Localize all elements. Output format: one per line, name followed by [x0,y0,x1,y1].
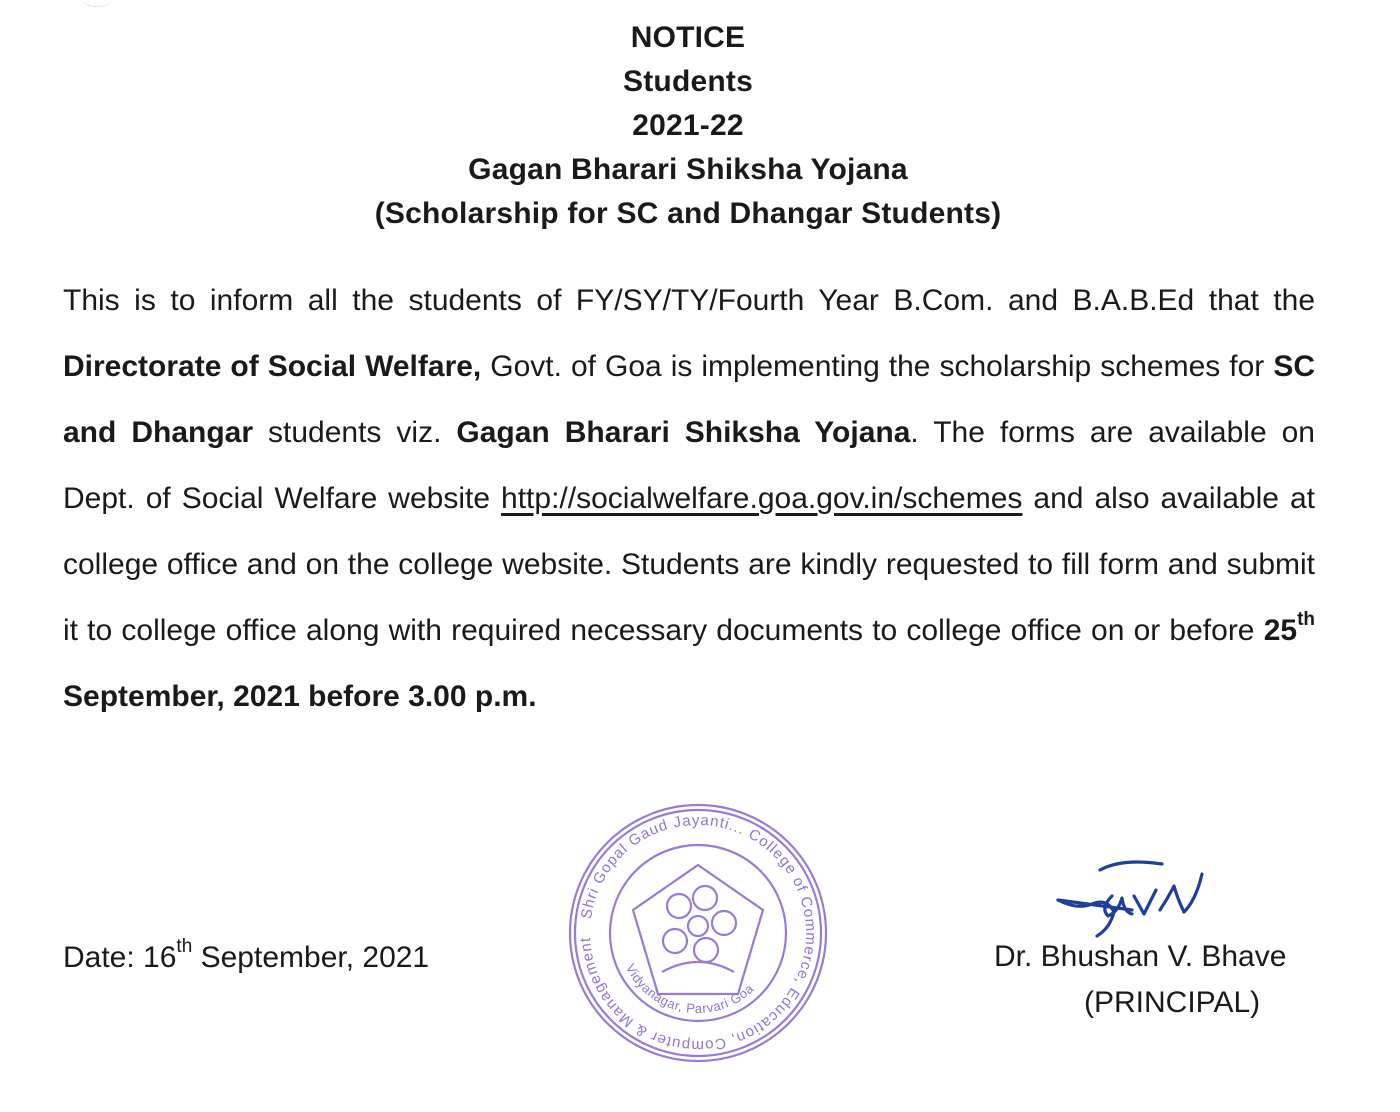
notice-year: 2021-22 [632,109,744,142]
date-rest: September, 2021 [192,941,430,974]
notice-body [63,268,1315,730]
body-text-3: students viz. [253,416,457,449]
date-label: Date: 16 [63,941,177,974]
scheme-name: Gagan Bharari Shiksha Yojana [456,416,911,449]
principal-signature-icon [1052,852,1227,947]
eligible-category: SC and Dhangar [63,350,1315,449]
deadline-rest: September, 2021 before 3.00 p.m. [63,680,537,713]
date-ordinal: th [176,936,193,957]
deadline-ordinal: th [1297,609,1315,630]
website-link[interactable]: http://socialwelfare.goa.gov.in/schemes [501,482,1023,515]
notice-title: NOTICE [630,21,746,54]
body-text-1: This is to inform all the students of FY/SY/TY/Fourth Year B.Com. and B.A.B.Ed that the [63,284,1315,317]
signatory-name: Dr. Bhushan V. Bhave [994,940,1287,973]
notice-date [63,934,429,982]
scan-mark [82,0,112,7]
body-text-4: . The forms are available on Dept. of Social Welfare website [63,416,1315,515]
department-name: Directorate of Social Welfare, [63,350,482,383]
svg-text:Vidyanagar, Parvari Goa [623,961,757,1016]
notice-audience: Students [623,65,753,98]
notice-scheme-subtitle: (Scholarship for SC and Dhangar Students) [374,197,1002,230]
signatory-block [994,934,1312,1026]
svg-text:Shri Gopal Gaud Jayanti... Col [577,812,819,1054]
notice-header [0,16,1376,236]
body-text-5: and also available at college office and on the college website. Students are kindly requested to fill form and submit it to college office along with required necessary documents to college office on or before [63,482,1315,647]
body-text-2: Govt. of Goa is implementing the scholarship schemes for [481,350,1274,383]
college-stamp-icon [562,802,834,1064]
deadline-day: 25 [1263,614,1298,647]
stamp-outer-text: Shri Gopal Gaud Jayanti... College of Commerce, Education, Computer & Management [577,811,820,1055]
signatory-title: (PRINCIPAL) [1084,986,1261,1019]
stamp-inner-text: Vidyanagar, Parvari Goa [622,961,757,1017]
notice-scheme-name: Gagan Bharari Shiksha Yojana [468,153,908,186]
